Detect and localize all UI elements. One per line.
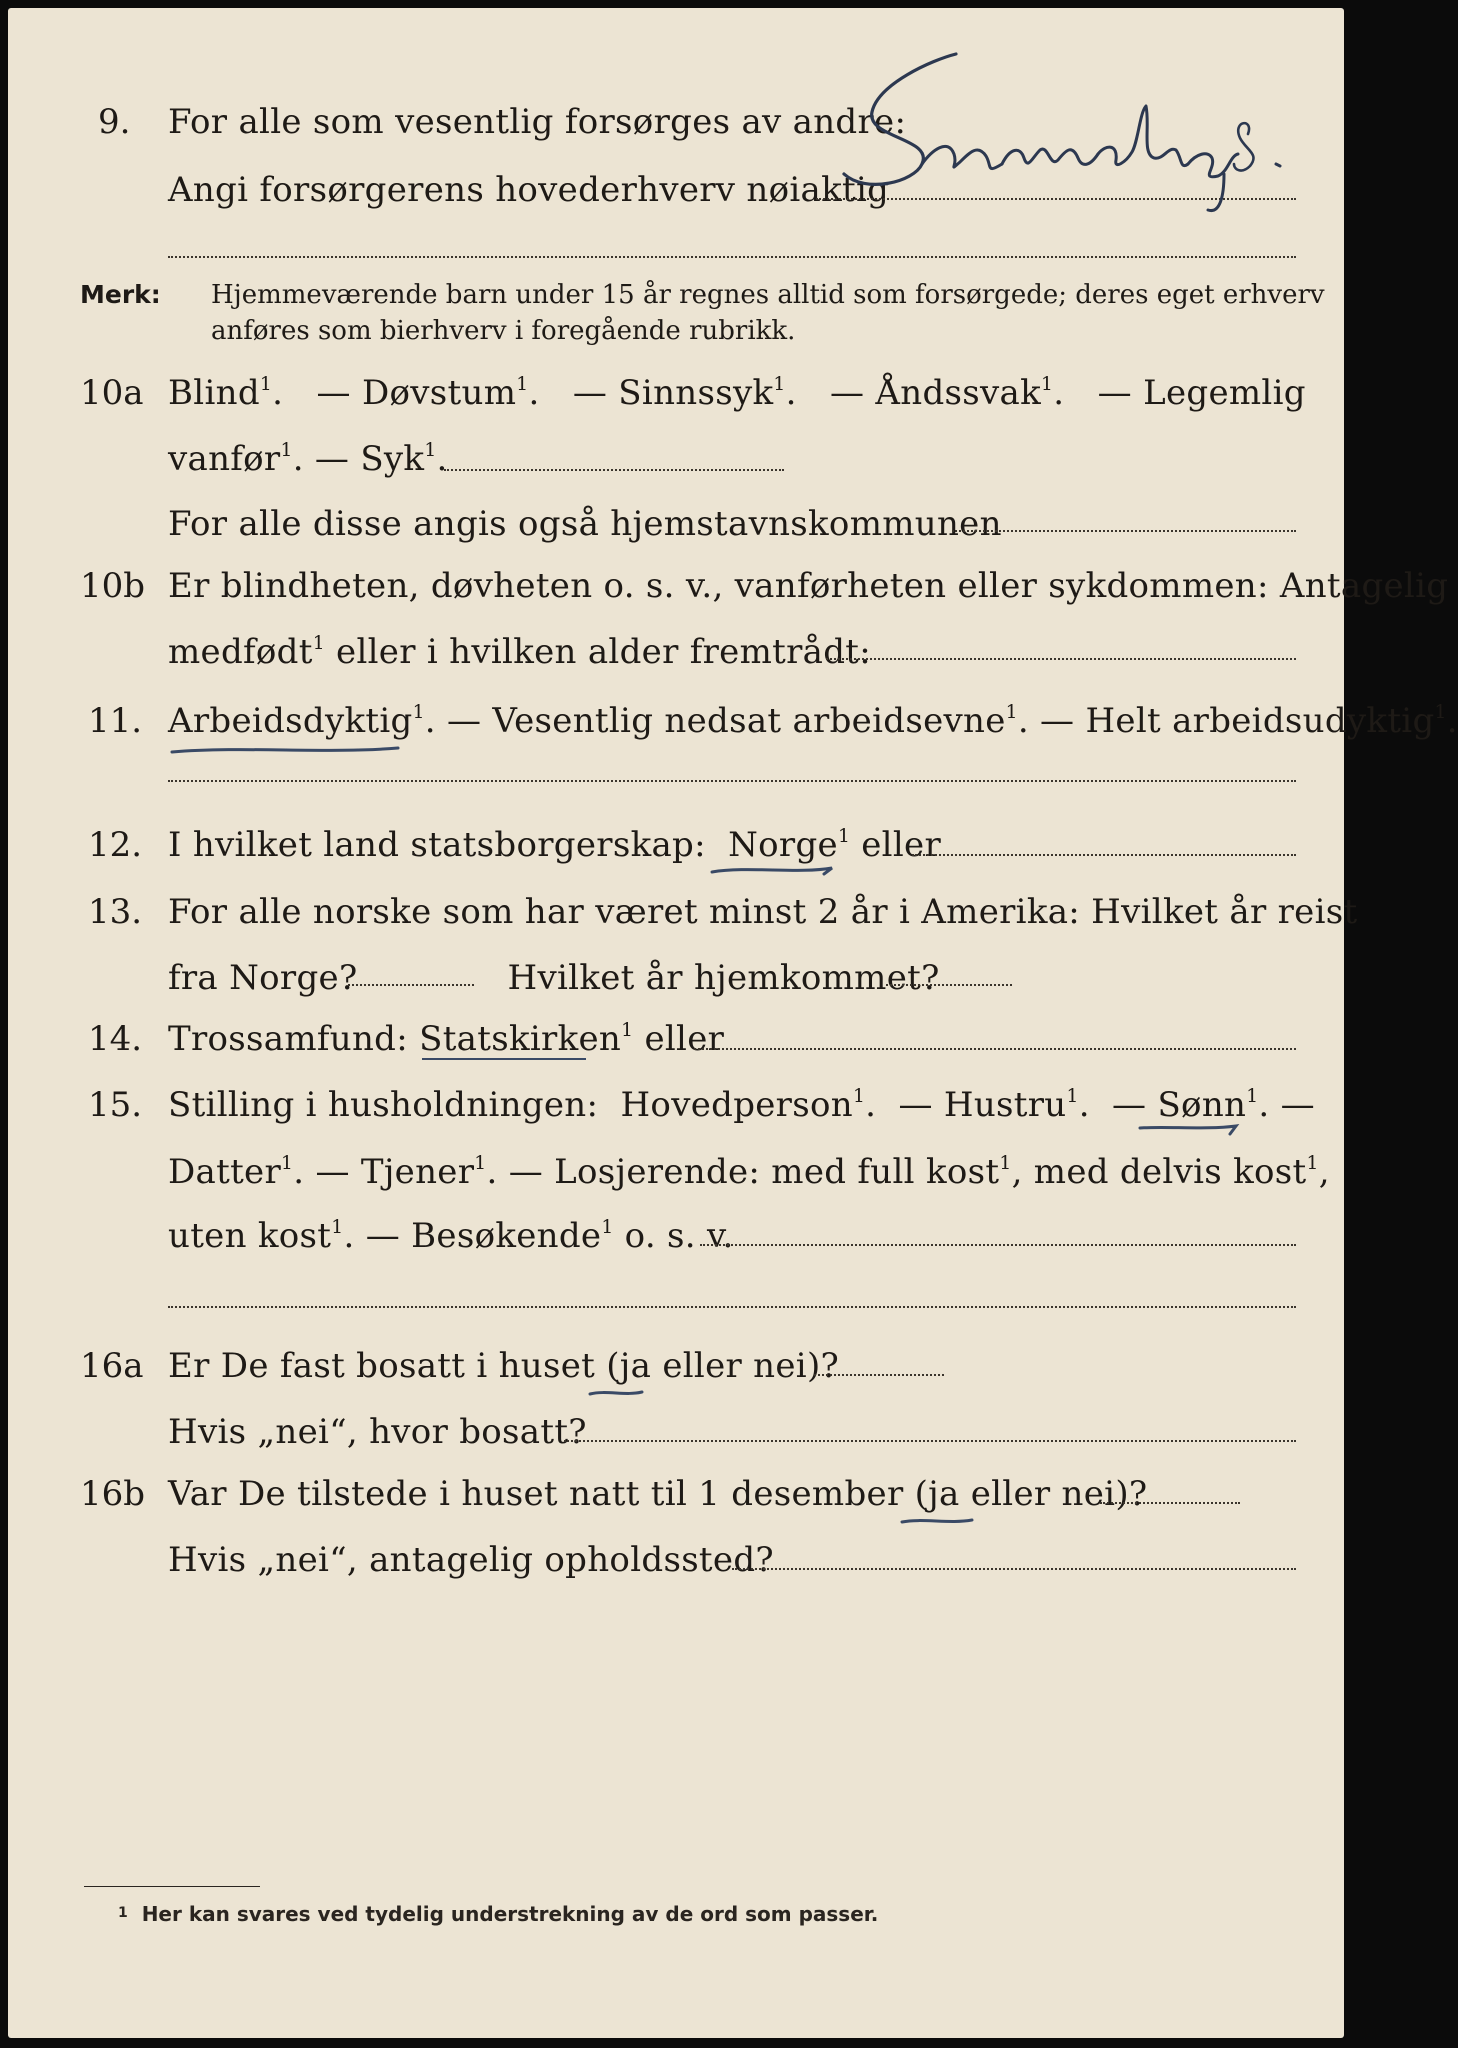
q11-number: 11. — [88, 701, 143, 741]
q16b-number: 16b — [80, 1474, 146, 1514]
q14-answer-line — [694, 1048, 1296, 1050]
q15-line2: Datter$^1$. — Tjener$^1$. — Losjerende: med full kost$^1$, med delvis kost$^1$, — [168, 1152, 1330, 1192]
q10b-line2: medfødt$^1$ eller i hvilken alder fremtrådt: — [168, 632, 872, 672]
census-form-page — [8, 8, 1458, 2038]
footnote: $^1$ Her kan svares ved tydelig understrekning av de ord som passer. — [118, 1902, 879, 1926]
footnote-rule — [84, 1886, 260, 1887]
q10b-answer-line — [826, 658, 1296, 660]
q13-line1: For alle norske som har været minst 2 år i Amerika: Hvilket år reist — [168, 892, 1358, 932]
q15-line3: uten kost$^1$. — Besøkende$^1$ o. s. v. — [168, 1216, 734, 1256]
q12-answer-line — [912, 854, 1296, 856]
q13-reist-line — [348, 984, 474, 986]
q16b-line1: Var De tilstede i huset natt til 1 desember (ja eller nei)? — [168, 1474, 1148, 1514]
q11-line: Arbeidsdyktig$^1$. — Vesentlig nedsat arbeidsevne$^1$. — Helt arbeidsudyktig$^1$. — [168, 701, 1458, 741]
q16a-underline-mark — [586, 1386, 646, 1402]
q14-line: Trossamfund: Statskirken$^1$ eller — [168, 1019, 725, 1059]
q16a-bosatt-line — [564, 1440, 1296, 1442]
q16b-line2: Hvis „nei“, antagelig opholdssted? — [168, 1540, 774, 1580]
q10a-line3: For alle disse angis også hjemstavnskommunen — [168, 504, 1002, 544]
q11-extra-line — [168, 780, 1296, 782]
merk-line2: anføres som bierhverv i foregående rubrikk. — [211, 316, 796, 346]
q10a-kommune-line — [952, 530, 1296, 532]
q9-line1: For alle som vesentlig forsørges av andre: — [168, 102, 907, 142]
handwritten-answer-skomaker — [836, 46, 1316, 216]
q16a-number: 16a — [80, 1346, 144, 1386]
q15-underline-mark — [1136, 1118, 1246, 1140]
q16b-answer-line — [1100, 1502, 1240, 1504]
q10a-syk-line — [444, 469, 784, 471]
q15-answer-line — [700, 1244, 1296, 1246]
q16b-underline-mark — [898, 1514, 978, 1530]
q15-number: 15. — [88, 1085, 143, 1125]
q16a-answer-line — [814, 1374, 944, 1376]
q10b-number: 10b — [80, 566, 146, 606]
q10a-line1: Blind$^1$. — Døvstum$^1$. — Sinnssyk$^1$. — Åndssvak$^1$. — Legemlig — [168, 373, 1306, 413]
q12-line: I hvilket land statsborgerskap: Norge$^1$ eller — [168, 825, 942, 865]
q15-extra-line — [168, 1306, 1296, 1308]
merk-label: Merk: — [80, 280, 161, 309]
q11-underline-mark — [166, 742, 406, 762]
q12-underline-mark — [708, 860, 840, 882]
q9-extra-line — [168, 256, 1296, 258]
q13-line2: fra Norge? Hvilket år hjemkommet? — [168, 958, 940, 998]
q12-number: 12. — [88, 825, 143, 865]
q14-number: 14. — [88, 1019, 143, 1059]
q16a-line2: Hvis „nei“, hvor bosatt? — [168, 1412, 587, 1452]
merk-line1: Hjemmeværende barn under 15 år regnes alltid som forsørgede; deres eget erhverv — [211, 280, 1325, 310]
q9-line2: Angi forsørgerens hovederhverv nøiaktig — [168, 170, 890, 210]
q13-hjemkommet-line — [886, 984, 1012, 986]
q9-number: 9. — [98, 102, 131, 142]
q10a-line2: vanfør$^1$. — Syk$^1$. — [168, 439, 448, 479]
q16b-opholdssted-line — [732, 1568, 1296, 1570]
q13-number: 13. — [88, 892, 143, 932]
q10a-number: 10a — [80, 373, 144, 413]
q16a-line1: Er De fast bosatt i huset (ja eller nei)? — [168, 1346, 840, 1386]
q10b-line1: Er blindheten, døvheten o. s. v., vanførheten eller sykdommen: Antagelig — [168, 566, 1449, 606]
q15-line1: Stilling i husholdningen: Hovedperson$^1$. — Hustru$^1$. — Sønn$^1$. — — [168, 1085, 1315, 1125]
q14-underline-mark — [422, 1058, 586, 1060]
